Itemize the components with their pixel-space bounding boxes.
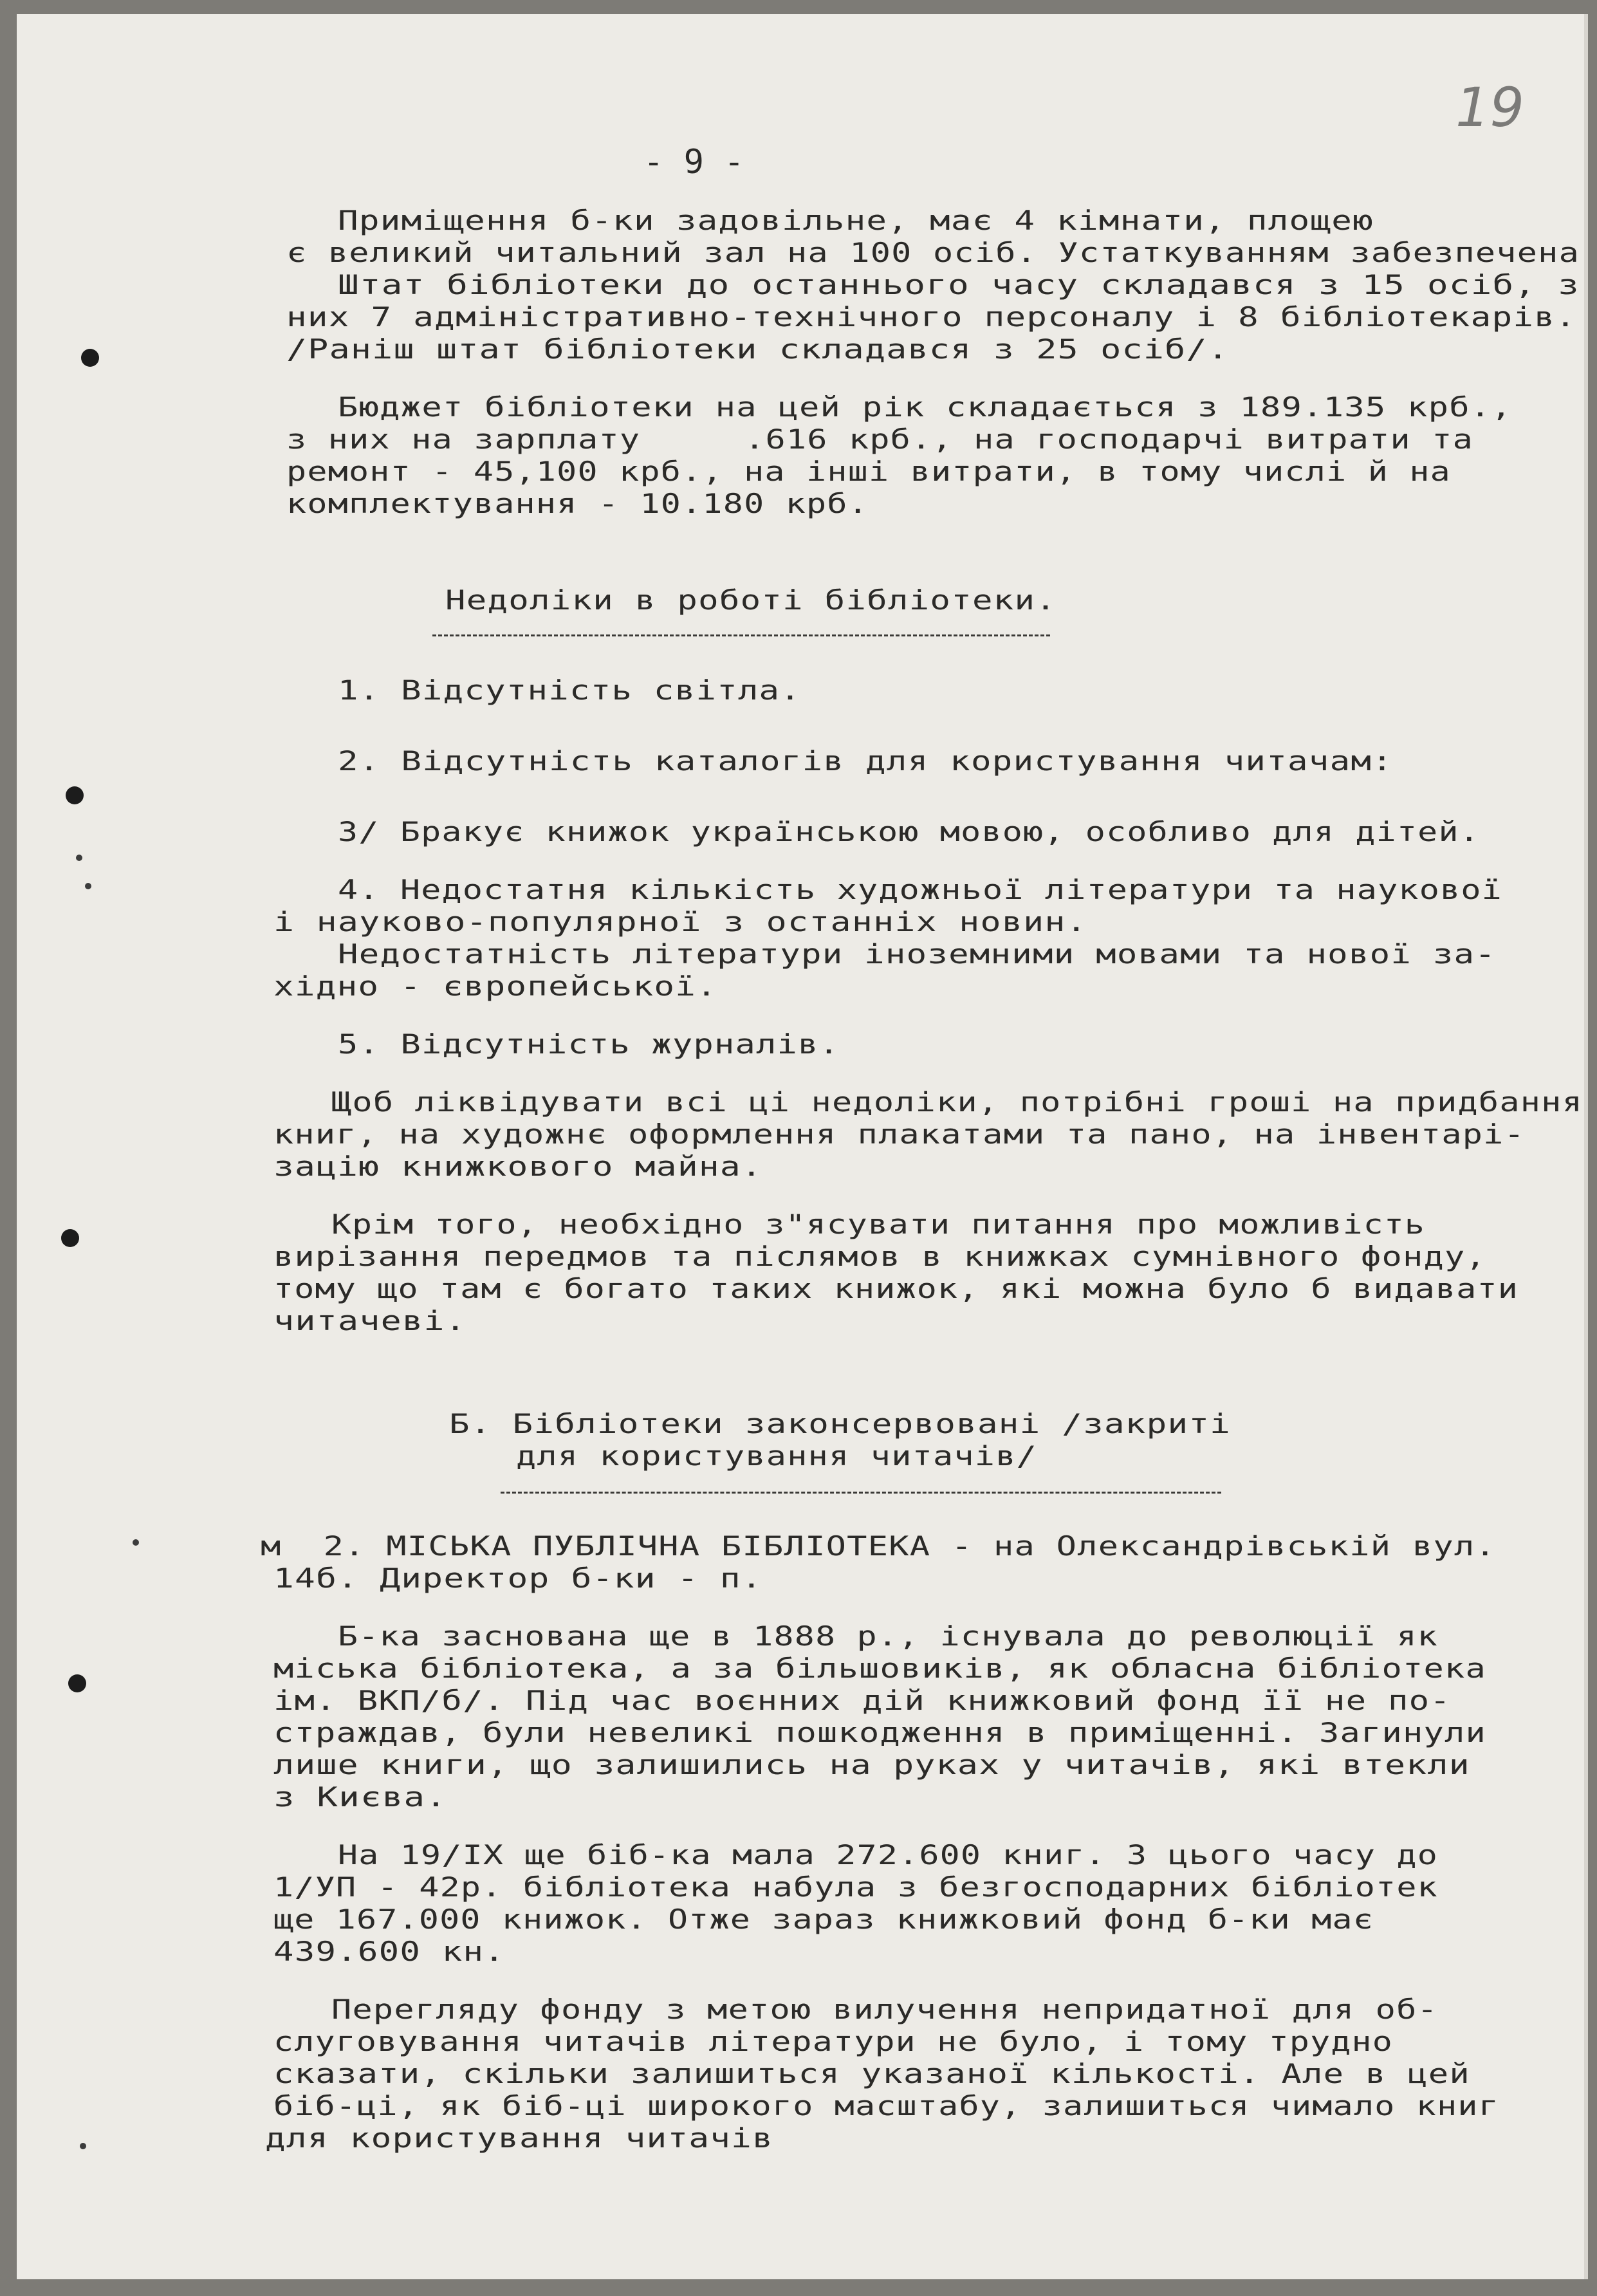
text-line: 4. Недостатня кількість художньої літератури та наукової (338, 874, 1502, 905)
text-line: Крім того, необхідно з"ясувати питання про можливість (331, 1208, 1425, 1240)
text-line: для користування читачів (265, 2122, 773, 2154)
text-line: біб-ці, як біб-ці широкого масштабу, залишиться чимало книг (273, 2090, 1499, 2122)
text-line: них 7 адміністративно-технічного персоналу і 8 бібліотекарів. (286, 301, 1576, 333)
text-line: Приміщення б-ки задовільне, має 4 кімнати, площею (338, 205, 1374, 236)
binding-hole (81, 349, 99, 367)
paper-speck (76, 855, 82, 861)
section-underline (501, 1492, 1221, 1494)
text-line: тому що там є богато таких книжок, які можна було б видавати (273, 1273, 1519, 1304)
binding-hole (61, 1229, 79, 1247)
text-line: 14б. Директор б-ки - п. (273, 1562, 762, 1594)
text-line: є великий читальний зал на 100 осіб. Устаткуванням забезпечена (286, 237, 1580, 268)
text-line: ім. ВКП/б/. Під час воєнних дій книжковий фонд її не по- (273, 1685, 1451, 1716)
text-line: лише книги, що залишились на руках у читачів, які втекли (273, 1749, 1470, 1781)
text-line: книг, на художнє оформлення плакатами та пано, на інвентарі- (273, 1118, 1525, 1150)
text-line: з них на зарплату .616 крб., на господарчі витрати та (286, 423, 1473, 455)
text-line: 2. Відсутність каталогів для користування читачам: (338, 745, 1393, 777)
text-line: страждав, були невеликі пошкодження в приміщенні. Загинули (273, 1717, 1486, 1748)
text-line: зацію книжкового майна. (273, 1151, 762, 1182)
page-number: - 9 - (643, 143, 744, 181)
text-line: для користування читачів/ (516, 1440, 1037, 1472)
text-line: з Києва. (273, 1781, 447, 1813)
text-line: Б-ка заснована ще в 1888 р., існувала до революції як (338, 1620, 1438, 1652)
text-line: 1/УП - 42р. бібліотека набула з безгосподарних бібліотек (273, 1871, 1438, 1903)
binding-hole (68, 1674, 86, 1692)
text-line: Штат бібліотеки до останнього часу складався з 15 осіб, з (338, 269, 1580, 301)
paper-speck (85, 883, 91, 889)
folio-number: 19 (1455, 76, 1524, 139)
paper-speck (80, 2143, 86, 2149)
text-line: 3/ Бракує книжок українською мовою, особливо для дітей. (338, 816, 1480, 847)
text-line: хідно - європейської. (273, 970, 717, 1002)
text-line: 1. Відсутність світла. (338, 674, 801, 706)
text-line: Щоб ліквідувати всі ці недоліки, потрібні гроші на придбання (331, 1086, 1583, 1118)
binding-hole (66, 786, 84, 804)
text-line: слуговування читачів літератури не було, і тому трудно (273, 2026, 1393, 2057)
text-line: Недостатність літератури іноземними мовами та нової за- (338, 938, 1496, 970)
text-line: і науково-популярної з останніх новин. (273, 906, 1087, 938)
text-line: вирізання передмов та післямов в книжках сумнівного фонду, (273, 1241, 1486, 1272)
text-line: На 19/IX ще біб-ка мала 272.600 книг. З цього часу до (338, 1839, 1438, 1871)
text-line: комплектування - 10.180 крб. (286, 488, 869, 519)
text-line: 5. Відсутність журналів. (338, 1028, 840, 1060)
text-line: ще 167.000 книжок. Отже зараз книжковий фонд б-ки має (273, 1903, 1374, 1935)
text-line: міська бібліотека, а за більшовиків, як обласна бібліотека (273, 1653, 1486, 1684)
text-line: Бюджет бібліотеки на цей рік складається з 189.135 крб., (338, 391, 1512, 423)
text-line: ремонт - 45,100 крб., на інші витрати, в тому числі й на (286, 456, 1451, 487)
text-line: /Раніш штат бібліотеки складався з 25 осіб/. (286, 333, 1229, 365)
text-line: 439.600 кн. (273, 1936, 505, 1967)
text-line: Б. Бібліотеки законсервовані /закриті (449, 1408, 1231, 1440)
paper-speck (133, 1539, 139, 1546)
text-line: Недоліки в роботі бібліотеки. (445, 584, 1057, 616)
text-line: читачеві. (273, 1305, 466, 1337)
text-line: Перегляду фонду з метою вилучення непридатної для об- (331, 1994, 1438, 2025)
heading-underline (432, 634, 1050, 636)
text-line: м 2. МІСЬКА ПУБЛІЧНА БІБЛІОТЕКА - на Олександрівській вул. (261, 1530, 1496, 1562)
text-line: сказати, скільки залишиться указаної кількості. Але в цей (273, 2058, 1470, 2089)
